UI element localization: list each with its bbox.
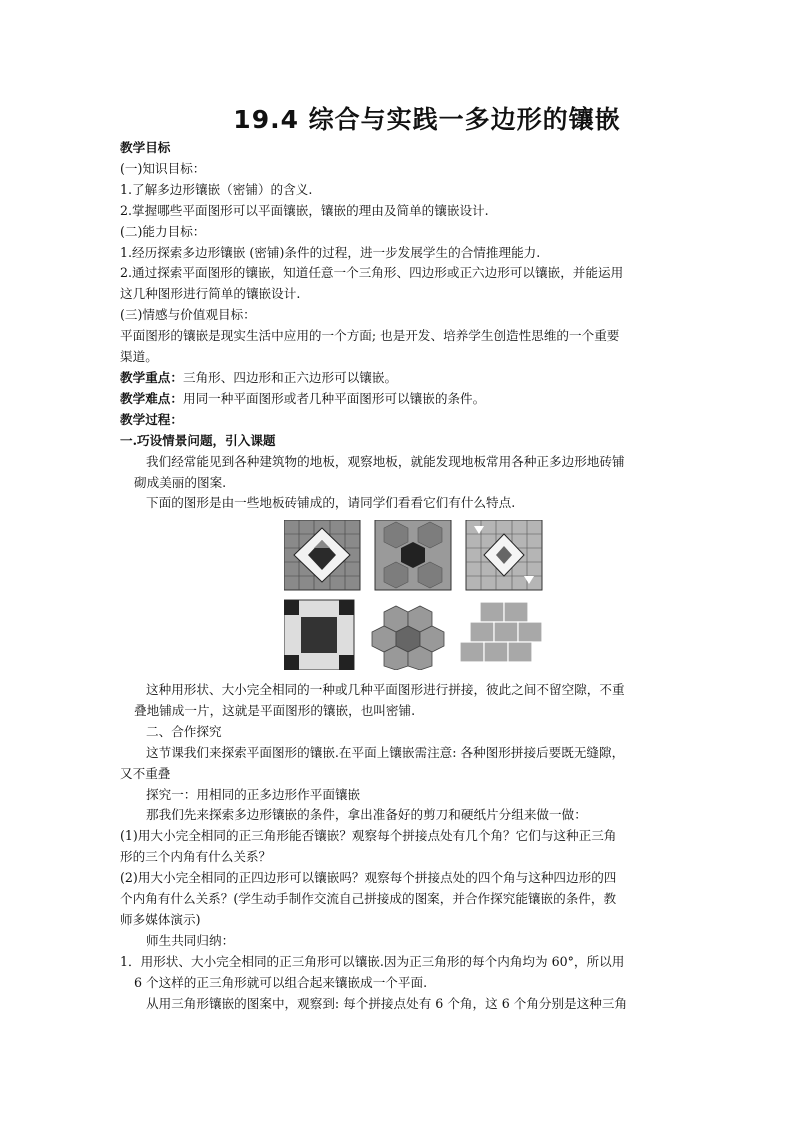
text-line: 那我们先来探索多边形镶嵌的条件，拿出准备好的剪刀和硬纸片分组来做一做： <box>146 807 587 823</box>
text-line: 形的三个内角有什么关系？ <box>120 849 272 865</box>
tile-pattern-1 <box>284 520 360 590</box>
text-line: (二)能力目标： <box>120 223 206 239</box>
text-line: (1)用大小完全相同的正三角形能否镶嵌？观察每个拼接点处有几个角？它们与这种正三角 <box>120 828 617 844</box>
text-line: 教学过程： <box>120 411 183 427</box>
page-title: 19.4 综合与实践一多边形的镶嵌 <box>233 105 621 134</box>
text-line: 教学目标 <box>120 140 171 155</box>
text-line: 师生共同归纳： <box>146 932 235 948</box>
text-line: 又不重叠 <box>120 765 171 781</box>
tile-pattern-4 <box>284 600 354 670</box>
text-line: 1．用形状、大小完全相同的正三角形可以镶嵌.因为正三角形的每个内角均为 60°，所以用 <box>120 953 625 969</box>
text-line: 2.通过探索平面图形的镶嵌，知道任意一个三角形、四边形或正六边形可以镶嵌，并能运用 <box>120 265 624 281</box>
tile-pattern-6 <box>460 602 542 662</box>
text-line: 个内角有什么关系？(学生动手制作交流自己拼接成的图案，并合作探究能镶嵌的条件，教 <box>120 891 617 907</box>
text-line: 1.经历探索多边形镶嵌 (密铺)条件的过程，进一步发展学生的合情推理能力. <box>120 244 541 260</box>
text-line: 渠道。 <box>120 349 158 365</box>
text-line: 平面图形的镶嵌是现实生活中应用的一个方面; 也是开发、培养学生创造性思维的一个重要 <box>120 328 620 344</box>
text-line: 6 个这样的正三角形就可以组合起来镶嵌成一个平面. <box>134 974 428 990</box>
text-line: 教学重点：三角形、四边形和正六边形可以镶嵌。 <box>120 369 398 385</box>
text-line: 探究一：用相同的正多边形作平面镶嵌 <box>146 786 361 802</box>
text-line: 二、合作探究 <box>146 723 222 739</box>
text-line: 教学难点：用同一种平面图形或者几种平面图形可以镶嵌的条件。 <box>120 390 486 406</box>
text-line: 2.掌握哪些平面图形可以平面镶嵌，镶嵌的理由及简单的镶嵌设计. <box>120 202 489 218</box>
text-block-bottom <box>120 680 680 1015</box>
text-line: 这节课我们来探索平面图形的镶嵌.在平面上镶嵌需注意: 各种图形拼接后要既无缝隙， <box>146 744 625 760</box>
text-line: 砌成美丽的图案. <box>134 474 227 490</box>
tile-pattern-5 <box>372 606 444 670</box>
text-line: (一)知识目标： <box>120 160 206 176</box>
text-line: 这几种图形进行简单的镶嵌设计. <box>120 286 301 302</box>
tessellation-figures <box>284 520 544 670</box>
text-block-top <box>120 138 680 514</box>
text-line: 一.巧设情景问题，引入课题 <box>120 432 276 448</box>
text-line: (三)情感与价值观目标： <box>120 307 256 323</box>
text-line: 下面的图形是由一些地板砖铺成的，请同学们看看它们有什么特点. <box>146 495 516 511</box>
text-line: 叠地铺成一片，这就是平面图形的镶嵌，也叫密铺. <box>134 702 416 718</box>
text-line: 师多媒体演示) <box>120 911 201 927</box>
tile-pattern-3 <box>466 520 542 590</box>
text-line: (2)用大小完全相同的正四边形可以镶嵌吗？观察每个拼接点处的四个角与这种四边形的四 <box>120 870 617 886</box>
tile-pattern-2 <box>375 520 451 590</box>
text-line: 从用三角形镶嵌的图案中，观察到: 每个拼接点处有 6 个角，这 6 个角分别是这种三角 <box>146 995 628 1011</box>
text-line: 这种用形状、大小完全相同的一种或几种平面图形进行拼接，彼此之间不留空隙，不重 <box>146 682 625 697</box>
text-line: 1.了解多边形镶嵌（密铺）的含义. <box>120 181 313 197</box>
text-line: 我们经常能见到各种建筑物的地板，观察地板，就能发现地板常用各种正多边形地砖铺 <box>146 453 625 469</box>
